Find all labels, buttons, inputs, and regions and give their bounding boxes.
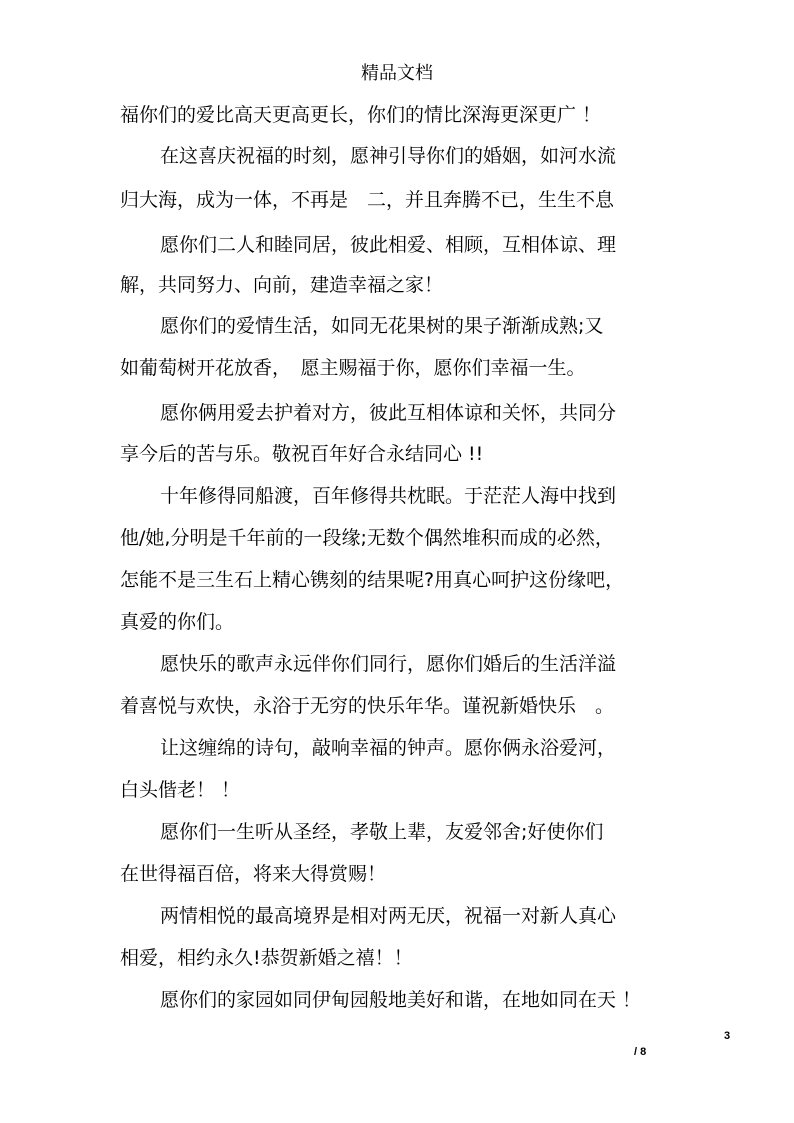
text-line: 如葡萄树开花放香， 愿主赐福于你，愿你们幸福一生。 [120, 357, 586, 379]
text-line: 他/她,分明是千年前的一段缘;无数个偶然堆积而成的必然， [120, 527, 614, 549]
text-line: 怎能不是三生石上精心镌刻的结果呢?用真心呵护这份缘吧， [120, 569, 625, 591]
text-line: 愿快乐的歌声永远伴你们同行，愿你们婚后的生活洋溢 [160, 653, 617, 675]
text-line: 白头偕老！ ！ [120, 779, 241, 801]
text-line: 归大海，成为一体，不再是 二，并且奔腾不已，生生不息 [120, 189, 615, 211]
text-line: 愿你们的家园如同伊甸园般地美好和谐，在地如同在天 ！ [160, 989, 642, 1011]
text-line: 在世得福百倍，将来大得赏赐！ [120, 863, 387, 885]
text-line: 享今后的苦与乐。敬祝百年好合永结同心 !! [120, 443, 484, 465]
page-total: / 8 [634, 1046, 647, 1058]
text-line: 愿你们的爱情生活，如同无花果树的果子渐渐成熟;又 [160, 315, 604, 337]
page-header: 精品文档 [361, 63, 433, 84]
text-line: 相爱，相约永久!恭贺新婚之禧！！ [120, 947, 413, 969]
text-line: 愿你们一生听从圣经，孝敬上辈，友爱邻舍;好使你们 [160, 821, 604, 843]
text-line: 让这缠绵的诗句，敲响幸福的钟声。愿你俩永浴爱河， [160, 737, 617, 759]
text-line: 愿你俩用爱去护着对方，彼此互相体谅和关怀，共同分 [160, 402, 617, 424]
text-line: 福你们的爱比高天更高更长，你们的情比深海更深更广 ！ [120, 104, 602, 126]
text-line: 真爱的你们。 [120, 611, 235, 633]
text-line: 愿你们二人和睦同居，彼此相爱、相顾，互相体谅、理 [160, 234, 617, 256]
text-line: 在这喜庆祝福的时刻，愿神引导你们的婚姻，如河水流 [160, 145, 617, 167]
text-line: 十年修得同船渡，百年修得共枕眠。于茫茫人海中找到 [160, 485, 617, 507]
page-number: 3 [724, 1030, 731, 1042]
text-line: 着喜悦与欢快，永浴于无穷的快乐年华。谨祝新婚快乐 。 [120, 695, 615, 717]
text-line: 两情相悦的最高境界是相对两无厌，祝福一对新人真心 [160, 905, 617, 927]
text-line: 解，共同努力、向前，建造幸福之家！ [120, 274, 444, 296]
